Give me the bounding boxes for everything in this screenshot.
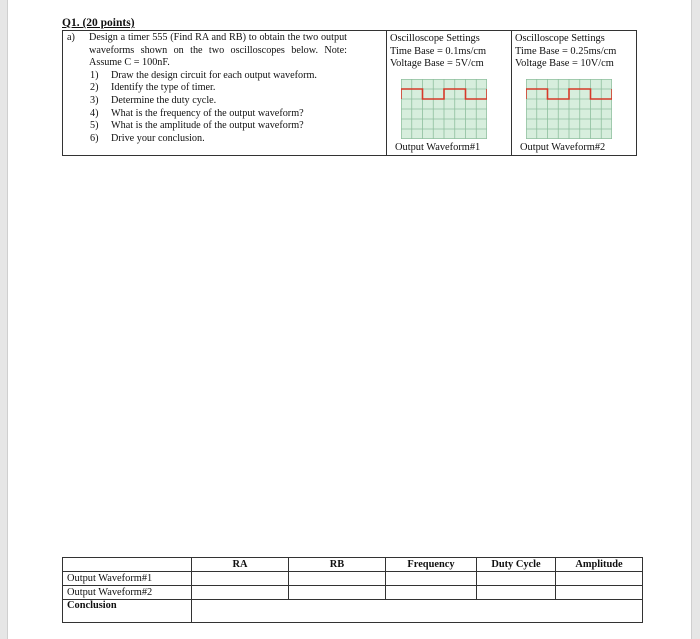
page-edge-left <box>0 0 8 639</box>
question-table <box>62 30 637 156</box>
oscilloscope-2-cell <box>512 31 637 156</box>
header-amplitude: Amplitude <box>556 558 643 572</box>
task-item: 6) Drive your conclusion. <box>90 132 205 144</box>
osc2-heading: Oscilloscope Settings <box>515 33 605 44</box>
osc1-voltage-base: Voltage Base = 5V/cm <box>390 58 484 70</box>
part-text: Design a timer 555 (Find RA and RB) to obtain the two output waveforms shown on the two oscilloscopes below. Note: Assume C = 100nF. <box>89 32 347 69</box>
cell-frequency-1[interactable] <box>386 572 477 586</box>
cell-duty-cycle-2[interactable] <box>477 586 556 600</box>
header-duty-cycle: Duty Cycle <box>477 558 556 572</box>
cell-amplitude-1[interactable] <box>556 572 643 586</box>
part-label: a) <box>67 32 75 43</box>
cell-amplitude-2[interactable] <box>556 586 643 600</box>
osc2-voltage-base: Voltage Base = 10V/cm <box>515 58 614 70</box>
oscilloscope-1-screen <box>401 79 487 139</box>
row-label-conclusion: Conclusion <box>63 600 192 623</box>
question-title: Q1. (20 points) <box>62 17 135 29</box>
cell-frequency-2[interactable] <box>386 586 477 600</box>
task-item: 2) Identify the type of timer. <box>90 82 216 94</box>
cell-ra-1[interactable] <box>192 572 289 586</box>
table-row <box>63 572 643 586</box>
cell-ra-2[interactable] <box>192 586 289 600</box>
oscilloscope-2-screen <box>526 79 612 139</box>
row-label-waveform-1: Output Waveform#1 <box>63 572 192 586</box>
osc2-waveform-label: Output Waveform#2 <box>520 142 606 154</box>
header-rb: RB <box>289 558 386 572</box>
table-row <box>63 600 643 623</box>
osc2-time-base: Time Base = 0.25ms/cm <box>515 45 617 57</box>
header-frequency: Frequency <box>386 558 477 572</box>
results-table <box>62 557 643 623</box>
task-item: 1) Draw the design circuit for each output waveform. <box>90 69 317 81</box>
cell-rb-1[interactable] <box>289 572 386 586</box>
osc1-heading: Oscilloscope Settings <box>390 33 480 44</box>
osc1-time-base: Time Base = 0.1ms/cm <box>390 45 487 57</box>
page-edge-right <box>691 0 700 639</box>
oscilloscope-1-cell <box>387 31 512 156</box>
task-item: 3) Determine the duty cycle. <box>90 94 217 106</box>
cell-rb-2[interactable] <box>289 586 386 600</box>
results-header-row <box>63 558 643 572</box>
osc1-waveform-label: Output Waveform#1 <box>395 142 481 154</box>
task-item: 5) What is the amplitude of the output waveform? <box>90 120 304 132</box>
row-label-waveform-2: Output Waveform#2 <box>63 586 192 600</box>
task-item: 4) What is the frequency of the output waveform? <box>90 107 304 119</box>
table-row <box>63 586 643 600</box>
cell-conclusion[interactable] <box>192 600 643 623</box>
question-cell <box>63 31 387 156</box>
cell-duty-cycle-1[interactable] <box>477 572 556 586</box>
header-ra: RA <box>192 558 289 572</box>
